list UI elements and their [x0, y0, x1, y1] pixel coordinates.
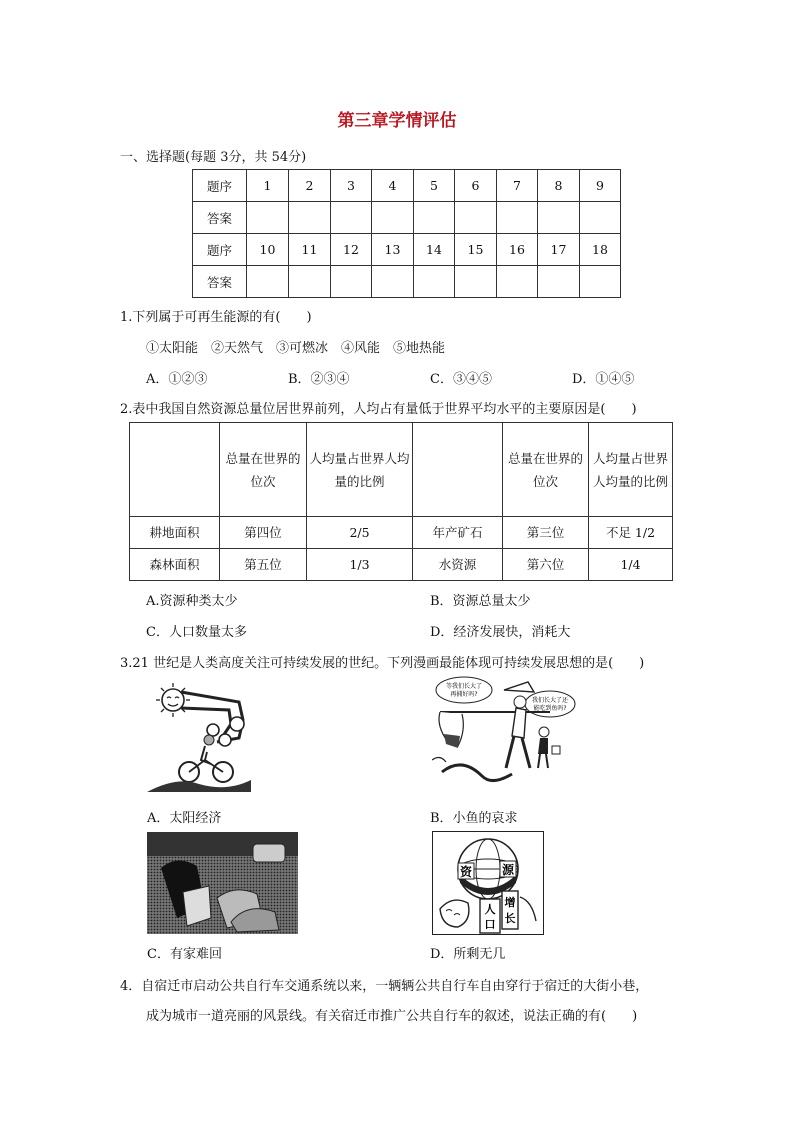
answer-cell[interactable] — [247, 266, 289, 298]
cartoon-little-left — [432, 831, 544, 935]
answer-cell[interactable] — [331, 266, 372, 298]
answer-table-label: 题序 — [193, 234, 247, 266]
question-number-cell: 5 — [414, 170, 455, 202]
resource-table — [129, 422, 673, 581]
table-cell: 森林面积 — [130, 549, 220, 581]
q3-caption-b: B．小鱼的哀求 — [430, 811, 518, 826]
label-zhang: 长 — [504, 912, 516, 925]
speech-bubble-right-line1: 我们长大了还 — [531, 697, 569, 704]
answer-table-label: 答案 — [193, 202, 247, 234]
answer-cell[interactable] — [372, 266, 414, 298]
question-number-cell: 3 — [331, 170, 372, 202]
answer-cell[interactable] — [289, 202, 331, 234]
table-cell: 年产矿石 — [413, 517, 503, 549]
question-number-cell: 8 — [538, 170, 580, 202]
answer-cell[interactable] — [497, 202, 538, 234]
question-number-cell: 9 — [580, 170, 621, 202]
answer-cell[interactable] — [455, 266, 497, 298]
question-number-cell: 1 — [247, 170, 289, 202]
table-cell: 第六位 — [503, 549, 589, 581]
table-cell: 第三位 — [503, 517, 589, 549]
label-kou: 口 — [484, 918, 496, 931]
q4-line2: 成为城市一道亮丽的风景线。有关宿迁市推广公共自行车的叙述，说法正确的有( ) — [146, 1009, 638, 1024]
table-header-cell — [413, 423, 503, 517]
answer-cell[interactable] — [538, 266, 580, 298]
q2-stem: 2.表中我国自然资源总量位居世界前列，人均占有量低于世界平均水平的主要原因是( ) — [120, 402, 637, 417]
question-number-cell: 14 — [414, 234, 455, 266]
answer-cell[interactable] — [414, 202, 455, 234]
section-heading: 一、选择题(每题 3分，共 54分) — [120, 150, 307, 165]
table-cell: 第四位 — [220, 517, 307, 549]
answer-table-row — [193, 202, 621, 234]
q1-items: ①太阳能 ②天然气 ③可燃冰 ④风能 ⑤地热能 — [146, 341, 446, 356]
answer-cell[interactable] — [580, 266, 621, 298]
label-yuan: 源 — [501, 863, 515, 877]
speech-bubble-left-line1: 等我们长大了 — [445, 683, 483, 690]
speech-bubble-left-line2: 再捕好吗? — [450, 691, 478, 698]
table-cell: 水资源 — [413, 549, 503, 581]
cartoon-no-home — [147, 832, 298, 934]
page-title: 第三章学情评估 — [337, 111, 457, 131]
answer-table-row — [193, 266, 621, 298]
question-number-cell: 11 — [289, 234, 331, 266]
question-number-cell: 16 — [497, 234, 538, 266]
answer-cell[interactable] — [331, 202, 372, 234]
cartoon-sun-economy — [147, 680, 251, 792]
table-cell: 1/4 — [589, 549, 673, 581]
answer-cell[interactable] — [455, 202, 497, 234]
table-header-cell: 人均量占世界人均量的比例 — [307, 423, 413, 517]
answer-cell[interactable] — [497, 266, 538, 298]
label-zeng: 增 — [504, 896, 516, 909]
q2-option-a: A.资源种类太少 — [146, 594, 238, 609]
question-number-cell: 10 — [247, 234, 289, 266]
q3-caption-c: C．有家难回 — [147, 947, 222, 962]
q2-option-c: C．人口数量太多 — [146, 625, 247, 640]
table-cell: 耕地面积 — [130, 517, 220, 549]
label-ren: 人 — [484, 903, 496, 916]
question-number-cell: 17 — [538, 234, 580, 266]
answer-cell[interactable] — [247, 202, 289, 234]
table-cell: 第五位 — [220, 549, 307, 581]
q4-line1: 4．自宿迁市启动公共自行车交通系统以来，一辆辆公共自行车自由穿行于宿迁的大街小巷， — [120, 979, 649, 994]
cartoon-fish-plea — [432, 676, 576, 794]
answer-table — [192, 169, 621, 298]
table-header-cell: 总量在世界的位次 — [220, 423, 307, 517]
q1-option-c: C．③④⑤ — [430, 372, 492, 387]
table-header-cell: 总量在世界的位次 — [503, 423, 589, 517]
question-number-cell: 2 — [289, 170, 331, 202]
q1-option-b: B．②③④ — [288, 372, 350, 387]
answer-table-row — [193, 170, 621, 202]
label-zi: 资 — [459, 865, 473, 879]
answer-table-label: 答案 — [193, 266, 247, 298]
question-number-cell: 6 — [455, 170, 497, 202]
q1-option-a: A．①②③ — [146, 372, 208, 387]
question-number-cell: 13 — [372, 234, 414, 266]
q3-caption-a: A．太阳经济 — [147, 811, 222, 826]
question-number-cell: 7 — [497, 170, 538, 202]
q3-caption-d: D．所剩无几 — [430, 947, 506, 962]
answer-cell[interactable] — [414, 266, 455, 298]
table-header-cell — [130, 423, 220, 517]
answer-table-label: 题序 — [193, 170, 247, 202]
answer-cell[interactable] — [580, 202, 621, 234]
question-number-cell: 15 — [455, 234, 497, 266]
answer-cell[interactable] — [538, 202, 580, 234]
question-number-cell: 18 — [580, 234, 621, 266]
q1-stem: 1.下列属于可再生能源的有( ) — [120, 310, 312, 325]
table-cell: 1/3 — [307, 549, 413, 581]
answer-cell[interactable] — [289, 266, 331, 298]
question-number-cell: 12 — [331, 234, 372, 266]
table-header-cell: 人均量占世界人均量的比例 — [589, 423, 673, 517]
answer-cell[interactable] — [372, 202, 414, 234]
table-cell: 2/5 — [307, 517, 413, 549]
q3-stem: 3.21 世纪是人类高度关注可持续发展的世纪。下列漫画最能体现可持续发展思想的是( ) — [120, 656, 645, 671]
table-cell: 不足 1/2 — [589, 517, 673, 549]
speech-bubble-right-line2: 能吃到鱼吗? — [533, 705, 567, 712]
q2-option-d: D．经济发展快，消耗大 — [430, 625, 571, 640]
q1-option-d: D．①④⑤ — [572, 372, 635, 387]
q2-option-b: B．资源总量太少 — [430, 594, 531, 609]
question-number-cell: 4 — [372, 170, 414, 202]
answer-table-row — [193, 234, 621, 266]
